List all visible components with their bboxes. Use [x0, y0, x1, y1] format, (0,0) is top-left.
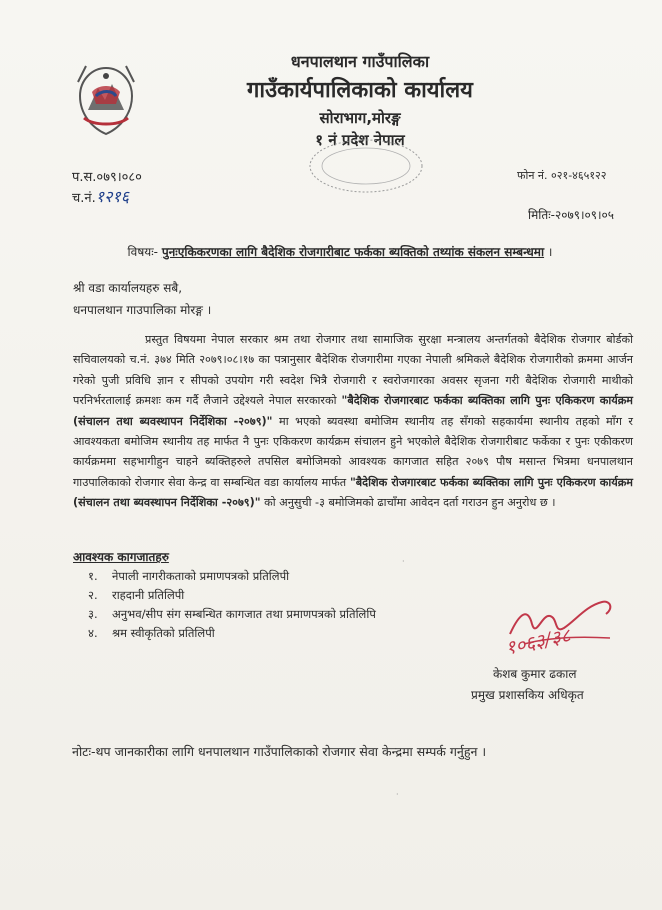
body-part-3: को अनुसुची -३ बमोजिमको ढाचाँमा आवेदन दर्ता गराउन हुन अनुरोध छ । [260, 496, 556, 510]
office-stamp [306, 136, 426, 196]
subject-label: विषयः- [127, 245, 158, 259]
letterhead [210, 50, 510, 150]
signatory-name: केशब कुमार ढकाल [493, 667, 577, 681]
footer-note: नोटः-थप जानकारीका लागि धनपालथान गाउँपालिकाको रोजगार सेवा केन्द्रमा सम्पर्क गर्नुहुन । [72, 744, 487, 759]
municipality-name: धनपालथान गाउँपालिका [290, 52, 430, 71]
subject-text: पुनःएकिकरणका लागि बैदेशिक रोजगारीबाट फर्कका ब्यक्तिको तथ्यांक संकलन सम्बन्धमा [161, 245, 545, 259]
chalani-line [72, 187, 142, 208]
required-documents-list [88, 567, 376, 643]
province-line: १ नं प्रदेश नेपाल [315, 131, 405, 149]
reference-block [72, 168, 142, 208]
letter-body [73, 330, 633, 514]
addressee-line-2: धनपालथान गाउपालिका मोरङ्ग । [73, 303, 212, 317]
scan-speck: · [402, 557, 405, 566]
chalani-number: १२१६ [95, 187, 130, 206]
subject-end: । [547, 245, 553, 259]
chalani-label: च.नं. [72, 191, 96, 206]
office-name: गाउँकार्यपालिकाको कार्यालय [247, 78, 473, 103]
list-item: ४. श्रम स्वीकृतिको प्रतिलिपी [88, 626, 215, 640]
office-address: सोराभाग,मोरङ्ग [319, 109, 401, 127]
nepal-emblem-icon [72, 62, 140, 140]
signatory-title: प्रमुख प्रशासकिय अधिकृत [471, 688, 584, 702]
body-bold-1: "बैदेशिक रोजगारबाट फर्कका ब्यक्तिका लागि पुनः एकिकरण कार्यक्रम (संचालन तथा ब्यवस्थापन निर्देशिका -२०७९)" [73, 394, 633, 428]
letter-date: मितिः-२०७९।०९।०५ [528, 208, 615, 222]
list-item: १. नेपाली नागरीकताको प्रमाणपत्रको प्रतिलिपी [88, 569, 290, 583]
scan-speck: · [396, 790, 399, 799]
body-part-2: मा भएको ब्यवस्था बमोजिम स्थानीय तह सँगको सहकार्यमा स्थानीय तहको माँग र आवश्यकता बमोजिम स्थानीय तह मार्फत नै पुनः एकिकरण कार्यक्रम संचालन हुने भएकोले बैदेशिक रोजगारीबाट फर्केका र पुनः एकीकरण कार्यक्रममा सहभागीहुन चाहने ब्यक्तिहरुले तपसिल बमोजिमको आवश्यक कागजात सहित २०७९ पौष मसान्त भित्रमा धनपालथान गाउपालिकाको रोजगार सेवा केन्द्र वा सम्बन्धित वडा कार्यालय मार्फत [73, 414, 633, 489]
patra-sankhya: प.स.०७९।०८० [72, 170, 142, 185]
list-item: ३. अनुभव/सीप संग सम्बन्धित कागजात तथा प्रमाणपत्रको प्रतिलिपि [88, 607, 376, 621]
phone-number: फोन नं. ०२१-४६५१२२ [517, 169, 607, 182]
required-documents-title: आवश्यक कागजातहरु [73, 550, 169, 564]
list-item: २. राहदानी प्रतिलिपी [88, 588, 185, 602]
subject-line [80, 243, 600, 260]
body-bold-2: "बैदेशिक रोजगारबाट फर्कका ब्यक्तिका लागि पुनः एकिकरण कार्यक्रम (संचालन तथा ब्यवस्थापन निर्देशिका -२०७९)" [73, 475, 633, 510]
body-part-1: प्रस्तुत विषयमा नेपाल सरकार श्रम तथा रोजगार तथा सामाजिक सुरक्षा मन्त्रालय अन्तर्गतको बैदेशिक रोजगार बोर्डको सचिवालयको च.नं. ३७४ मिति २०७९।०८।१७ का पत्रानुसार बैदेशिक रोजगारीमा गएका नेपाली श्रमिकले बैदेशिक रोजगारीको क्रममा आर्जन गरेको पुजी प्रविधि ज्ञान र सीपको उपयोग गरी स्वदेश भित्रै रोजगारी र स्वरोजगारका अवसर सृजना गरी बैदेशिक रोजगारी माथीको परनिर्भरतालाई क्रमशः कम गर्दै लैजाने उद्देश्यले नेपाल सरकारको [73, 333, 633, 408]
addressee [73, 277, 211, 321]
addressee-line-1: श्री वडा कार्यालयहरु सबै, [73, 281, 183, 295]
handwritten-number: १०६३/३८ [503, 624, 573, 660]
